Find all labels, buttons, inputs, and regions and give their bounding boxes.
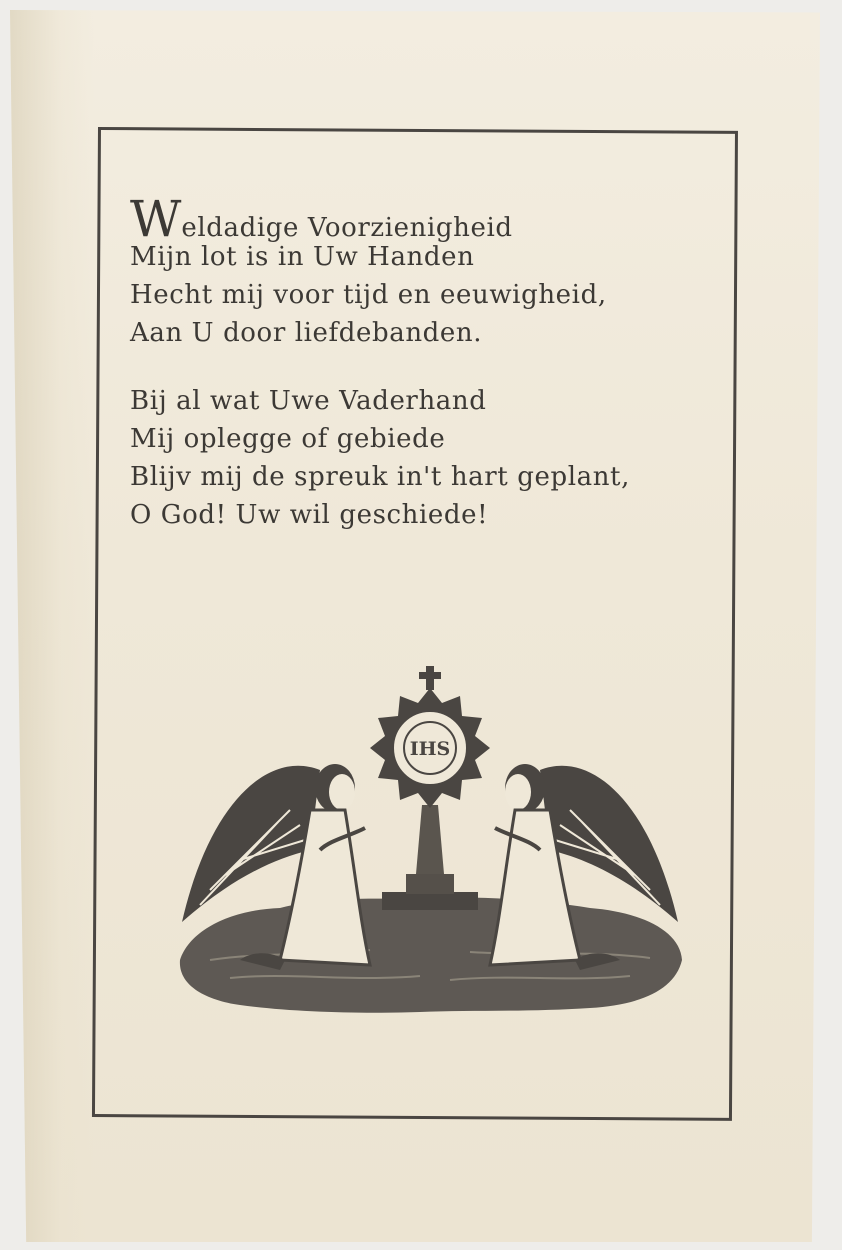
angels-monstrance-illustration <box>170 660 690 1020</box>
drop-cap: W <box>130 190 182 248</box>
stanza2-line3: Blijv mij de spreuk in't hart geplant, <box>130 462 630 492</box>
stanza2-line2: Mij oplegge of gebiede <box>130 424 446 454</box>
fabric-fold <box>10 10 94 1242</box>
monstrance <box>370 666 490 910</box>
stanza1-line4: Aan U door liefdebanden. <box>130 318 483 348</box>
poem <box>130 190 730 534</box>
ihs-monogram: IHS <box>409 738 451 760</box>
stanza1-line2: Mijn lot is in Uw Handen <box>130 242 475 272</box>
stanza2-line4: O God! Uw wil geschiede! <box>130 500 489 530</box>
stanza1-line3: Hecht mij voor tijd en eeuwigheid, <box>130 280 607 310</box>
stanza2-line1: Bij al wat Uwe Vaderhand <box>130 386 487 416</box>
stanza1-line1: Weldadige Voorzienigheid <box>130 190 513 248</box>
stanza-gap <box>130 352 730 382</box>
